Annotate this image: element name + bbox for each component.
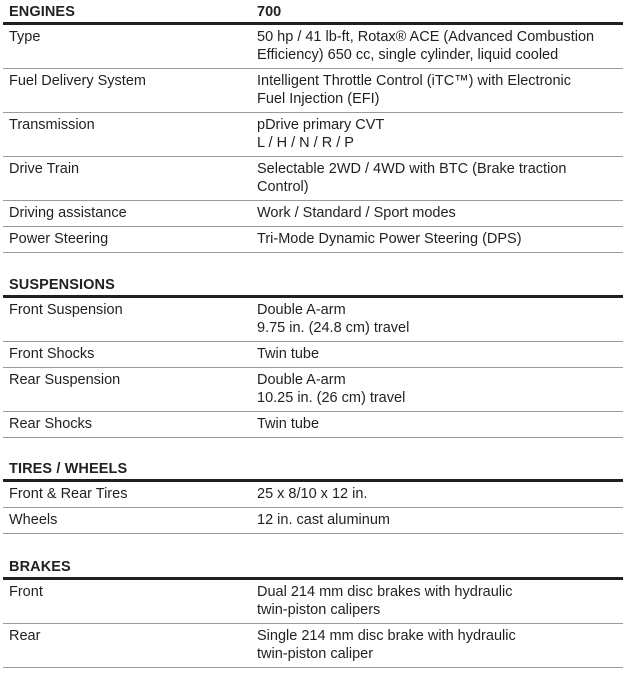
section-engines	[3, 0, 623, 253]
spec-value: Tri-Mode Dynamic Power Steering (DPS)	[257, 231, 522, 247]
spec-value: 12 in. cast aluminum	[257, 512, 390, 528]
section-tires-wheels	[3, 457, 623, 534]
spec-label: Front Shocks	[9, 346, 95, 362]
spec-row-tires	[3, 482, 623, 508]
section-header	[3, 273, 623, 298]
spec-row-power-steering	[3, 227, 623, 253]
spec-label: Wheels	[9, 512, 58, 528]
spec-row-rear-brakes	[3, 624, 623, 668]
spec-row-transmission	[3, 113, 623, 157]
section-header	[3, 555, 623, 580]
spec-value: Work / Standard / Sport modes	[257, 205, 456, 221]
spec-row-type	[3, 25, 623, 69]
spec-value: 25 x 8/10 x 12 in.	[257, 486, 368, 502]
spec-row-driving-assistance	[3, 201, 623, 227]
spec-value: Selectable 2WD / 4WD with BTC (Brake traction Control)	[257, 161, 567, 195]
spec-value: pDrive primary CVT L / H / N / R / P	[257, 117, 385, 151]
model-column-header: 700	[257, 4, 282, 20]
spec-row-front-brakes	[3, 580, 623, 624]
spec-row-drive-train	[3, 157, 623, 201]
spec-row-fuel-delivery	[3, 69, 623, 113]
spec-label: Fuel Delivery System	[9, 73, 146, 89]
section-header	[3, 0, 623, 25]
spec-value: Double A-arm 9.75 in. (24.8 cm) travel	[257, 302, 410, 336]
spec-value: Double A-arm 10.25 in. (26 cm) travel	[257, 372, 406, 406]
spec-label: Rear Shocks	[9, 416, 93, 432]
spec-value: Twin tube	[257, 416, 320, 432]
spec-row-rear-shocks	[3, 412, 623, 438]
section-title: TIRES / WHEELS	[9, 461, 128, 477]
spec-value: Dual 214 mm disc brakes with hydraulic twin-piston calipers	[257, 584, 513, 618]
spec-row-front-shocks	[3, 342, 623, 368]
section-brakes	[3, 555, 623, 668]
section-title: ENGINES	[9, 4, 75, 20]
spec-value: 50 hp / 41 lb-ft, Rotax® ACE (Advanced Combustion Efficiency) 650 cc, single cylinder, liquid cooled	[257, 29, 595, 63]
spec-value: Twin tube	[257, 346, 320, 362]
spec-label: Type	[9, 29, 41, 45]
spec-label: Front	[9, 584, 43, 600]
section-title: BRAKES	[9, 559, 71, 575]
section-title: SUSPENSIONS	[9, 277, 115, 293]
spec-label: Drive Train	[9, 161, 80, 177]
section-header	[3, 457, 623, 482]
spec-row-front-suspension	[3, 298, 623, 342]
spec-label: Rear Suspension	[9, 372, 121, 388]
spec-label: Rear	[9, 628, 41, 644]
spec-label: Front & Rear Tires	[9, 486, 128, 502]
section-suspensions	[3, 273, 623, 438]
spec-row-wheels	[3, 508, 623, 534]
spec-value: Single 214 mm disc brake with hydraulic twin-piston caliper	[257, 628, 516, 662]
spec-label: Power Steering	[9, 231, 109, 247]
spec-label: Transmission	[9, 117, 95, 133]
spec-label: Front Suspension	[9, 302, 123, 318]
spec-row-rear-suspension	[3, 368, 623, 412]
spec-value: Intelligent Throttle Control (iTC™) with Electronic Fuel Injection (EFI)	[257, 73, 572, 107]
spec-label: Driving assistance	[9, 205, 127, 221]
